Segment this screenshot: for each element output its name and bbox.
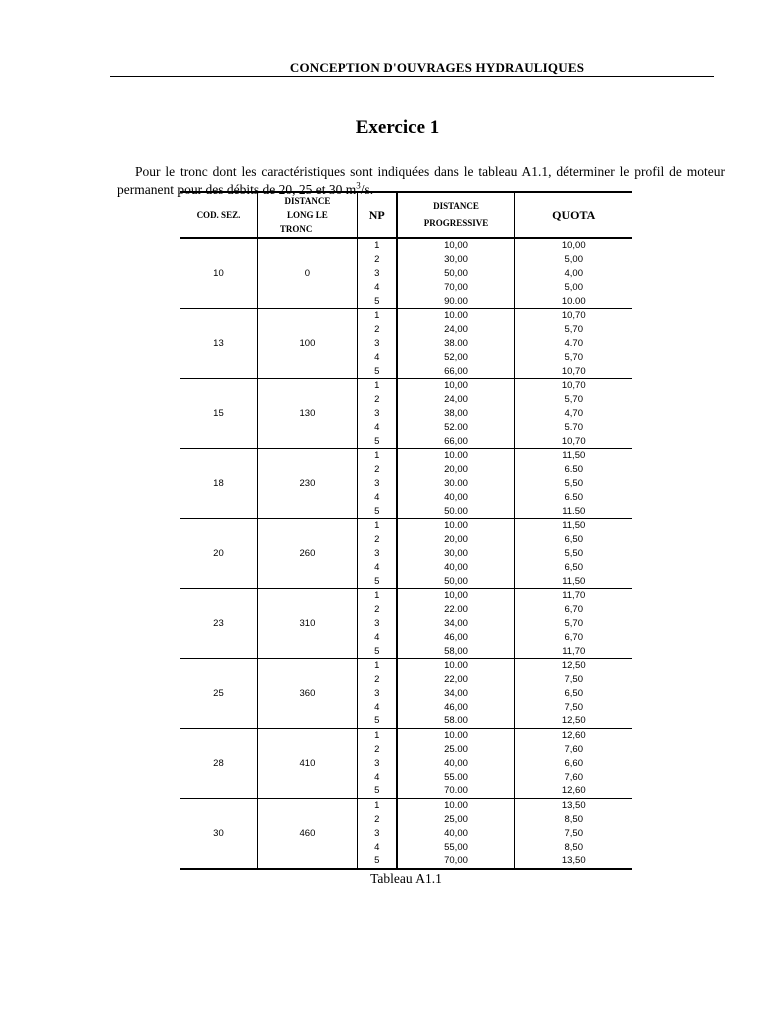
cell-np: 2 bbox=[357, 743, 396, 757]
table-row bbox=[180, 448, 632, 462]
table-header-row bbox=[180, 192, 632, 238]
cell-progressive: 10.00 bbox=[397, 798, 515, 812]
cell-progressive: 55,00 bbox=[397, 840, 515, 854]
cell-quota: 12,50 bbox=[515, 714, 632, 728]
cell-cod-sez: 18 bbox=[180, 448, 257, 518]
cell-np: 1 bbox=[357, 798, 396, 812]
cell-np: 3 bbox=[357, 756, 396, 770]
cell-quota: 10.00 bbox=[515, 294, 632, 308]
cell-np: 1 bbox=[357, 308, 396, 322]
cell-progressive: 30,00 bbox=[397, 253, 515, 267]
table-row bbox=[180, 378, 632, 392]
cell-distance: 0 bbox=[257, 238, 357, 308]
cell-np: 2 bbox=[357, 393, 396, 407]
cell-distance: 260 bbox=[257, 518, 357, 588]
intro-superscript: 3 bbox=[356, 180, 361, 190]
cell-quota: 6,70 bbox=[564, 604, 583, 616]
cell-np: 5 bbox=[357, 854, 396, 869]
cell-quota: 10,70 bbox=[561, 380, 586, 392]
table-row bbox=[180, 798, 632, 812]
cell-quota: 7,50 bbox=[564, 674, 583, 686]
cell-distance: 230 bbox=[257, 448, 357, 518]
cell-quota: 11,70 bbox=[515, 644, 632, 658]
cell-progressive: 24,00 bbox=[397, 323, 515, 337]
cell-distance: 100 bbox=[257, 308, 357, 378]
cell-np: 3 bbox=[357, 617, 396, 631]
cell-np: 4 bbox=[357, 490, 396, 504]
cell-quota: 11,50 bbox=[562, 450, 586, 462]
cell-quota: 6,50 bbox=[564, 534, 583, 546]
intro-end: /s. bbox=[360, 181, 374, 197]
cell-quota: 10,70 bbox=[515, 364, 632, 378]
cell-cod-sez: 13 bbox=[180, 308, 257, 378]
cell-distance: 410 bbox=[257, 728, 357, 798]
cell-quota: 4.70 bbox=[564, 337, 583, 349]
cell-np: 1 bbox=[357, 588, 396, 602]
cell-progressive: 10.00 bbox=[397, 308, 515, 322]
cell-quota: 11,50 bbox=[515, 574, 632, 588]
cell-quota: 11,50 bbox=[562, 520, 586, 532]
cell-quota: 5,50 bbox=[564, 547, 583, 559]
table-row bbox=[180, 588, 632, 602]
cell-distance: 130 bbox=[257, 378, 357, 448]
cell-np: 5 bbox=[357, 784, 396, 798]
cell-quota: 7,50 bbox=[564, 827, 583, 839]
cell-progressive: 10.00 bbox=[397, 728, 515, 742]
table-row bbox=[180, 308, 632, 322]
cell-progressive: 40,00 bbox=[397, 756, 515, 770]
cell-quota: 6,50 bbox=[564, 687, 583, 699]
cell-progressive: 25,00 bbox=[397, 813, 515, 827]
cell-quota: 5,00 bbox=[564, 254, 583, 266]
cell-np: 4 bbox=[357, 840, 396, 854]
header-progressive-line1: DISTANCE bbox=[433, 201, 479, 211]
cell-np: 3 bbox=[357, 337, 396, 351]
cell-cod-sez: 15 bbox=[180, 378, 257, 448]
cell-progressive: 34,00 bbox=[397, 687, 515, 701]
cell-progressive: 70,00 bbox=[397, 854, 515, 869]
header-distance-line2: LONG LE bbox=[287, 210, 328, 220]
cell-np: 4 bbox=[357, 770, 396, 784]
cell-np: 5 bbox=[357, 504, 396, 518]
cell-progressive: 22.00 bbox=[397, 603, 515, 617]
header-distance-line3: TRONC bbox=[279, 224, 313, 234]
cell-progressive: 58,00 bbox=[397, 644, 515, 658]
cell-distance: 460 bbox=[257, 798, 357, 868]
cell-np: 4 bbox=[357, 700, 396, 714]
table-caption: Tableau A1.1 bbox=[370, 871, 442, 886]
cell-progressive: 10.00 bbox=[397, 448, 515, 462]
cell-quota: 7,60 bbox=[564, 771, 583, 783]
cell-progressive: 40,00 bbox=[397, 560, 515, 574]
cell-np: 4 bbox=[357, 420, 396, 434]
intro-text: Pour le tronc dont les caractéristiques sont indiquées dans le tableau A1.1, déterminer le profil de moteur permanent pour des débits de 20, 25 et 30 m bbox=[117, 163, 725, 197]
cell-progressive: 10,00 bbox=[397, 588, 515, 602]
cell-progressive: 58.00 bbox=[397, 714, 515, 728]
cell-quota: 4,00 bbox=[564, 267, 583, 279]
cell-np: 2 bbox=[357, 813, 396, 827]
cell-quota: 5,00 bbox=[564, 281, 583, 293]
cell-np: 1 bbox=[357, 238, 396, 253]
cell-progressive: 10,00 bbox=[397, 238, 515, 253]
cell-quota: 6,70 bbox=[564, 631, 583, 643]
cell-np: 5 bbox=[357, 574, 396, 588]
cell-progressive: 50,00 bbox=[397, 267, 515, 281]
cell-progressive: 10,00 bbox=[397, 378, 515, 392]
cell-quota: 7,60 bbox=[564, 744, 583, 756]
cell-quota: 5,70 bbox=[564, 324, 583, 336]
cell-quota: 10,00 bbox=[561, 240, 586, 252]
running-head: CONCEPTION D'OUVRAGES HYDRAULIQUES bbox=[289, 60, 585, 75]
header-np: NP bbox=[357, 192, 396, 238]
cell-quota: 8,50 bbox=[564, 841, 583, 853]
cell-progressive: 46,00 bbox=[397, 630, 515, 644]
cell-progressive: 20,00 bbox=[397, 533, 515, 547]
cell-np: 3 bbox=[357, 687, 396, 701]
cell-progressive: 90.00 bbox=[397, 294, 515, 308]
exercise-title: Exercice 1 bbox=[355, 117, 440, 138]
header-rule bbox=[110, 76, 714, 77]
cell-progressive: 40,00 bbox=[397, 490, 515, 504]
cell-np: 4 bbox=[357, 350, 396, 364]
cell-progressive: 30.00 bbox=[397, 477, 515, 491]
cell-distance: 310 bbox=[257, 588, 357, 658]
cell-quota: 5,50 bbox=[564, 477, 583, 489]
cell-quota: 4,70 bbox=[564, 407, 583, 419]
cell-np: 5 bbox=[357, 714, 396, 728]
cell-cod-sez: 28 bbox=[180, 728, 257, 798]
table-body bbox=[180, 238, 632, 869]
header-distance-line1: DISTANCE bbox=[284, 196, 331, 206]
header-distance bbox=[257, 192, 357, 238]
header-cod-sez: COD. SEZ. bbox=[180, 192, 257, 238]
cell-progressive: 10.00 bbox=[397, 658, 515, 672]
cell-np: 5 bbox=[357, 434, 396, 448]
cell-progressive: 46,00 bbox=[397, 700, 515, 714]
cell-quota: 12,60 bbox=[515, 784, 632, 798]
cell-distance: 360 bbox=[257, 658, 357, 728]
cell-progressive: 25.00 bbox=[397, 743, 515, 757]
cell-np: 4 bbox=[357, 630, 396, 644]
table-row bbox=[180, 658, 632, 672]
cell-quota: 13,50 bbox=[561, 800, 586, 812]
cell-progressive: 52.00 bbox=[397, 420, 515, 434]
cell-progressive: 66,00 bbox=[397, 364, 515, 378]
data-table bbox=[180, 191, 632, 870]
cell-np: 1 bbox=[357, 378, 396, 392]
cell-progressive: 50.00 bbox=[397, 504, 515, 518]
cell-np: 4 bbox=[357, 280, 396, 294]
cell-quota: 12,60 bbox=[561, 730, 586, 742]
cell-quota: 8,50 bbox=[564, 814, 583, 826]
cell-np: 3 bbox=[357, 267, 396, 281]
cell-quota: 10,70 bbox=[515, 434, 632, 448]
cell-np: 2 bbox=[357, 323, 396, 337]
cell-quota: 12,50 bbox=[561, 660, 586, 672]
cell-progressive: 38.00 bbox=[397, 337, 515, 351]
cell-progressive: 10.00 bbox=[397, 518, 515, 532]
table-row bbox=[180, 238, 632, 253]
cell-quota: 5,70 bbox=[564, 617, 583, 629]
cell-quota: 11.50 bbox=[515, 504, 632, 518]
cell-progressive: 50,00 bbox=[397, 574, 515, 588]
cell-progressive: 24,00 bbox=[397, 393, 515, 407]
cell-quota: 5.70 bbox=[564, 421, 583, 433]
cell-quota: 11,70 bbox=[562, 590, 586, 602]
cell-cod-sez: 10 bbox=[180, 238, 257, 308]
cell-np: 3 bbox=[357, 826, 396, 840]
cell-np: 3 bbox=[357, 547, 396, 561]
cell-cod-sez: 20 bbox=[180, 518, 257, 588]
cell-progressive: 40,00 bbox=[397, 826, 515, 840]
cell-np: 1 bbox=[357, 448, 396, 462]
cell-progressive: 34,00 bbox=[397, 617, 515, 631]
cell-np: 5 bbox=[357, 294, 396, 308]
cell-progressive: 70,00 bbox=[397, 280, 515, 294]
cell-quota: 5,70 bbox=[564, 351, 583, 363]
cell-progressive: 55.00 bbox=[397, 770, 515, 784]
cell-progressive: 52,00 bbox=[397, 350, 515, 364]
cell-np: 1 bbox=[357, 518, 396, 532]
cell-cod-sez: 23 bbox=[180, 588, 257, 658]
header-quota: QUOTA bbox=[515, 192, 632, 238]
cell-quota: 10,70 bbox=[561, 310, 586, 322]
cell-quota: 7,50 bbox=[564, 701, 583, 713]
cell-progressive: 20,00 bbox=[397, 463, 515, 477]
cell-np: 2 bbox=[357, 533, 396, 547]
cell-cod-sez: 25 bbox=[180, 658, 257, 728]
cell-np: 2 bbox=[357, 253, 396, 267]
cell-quota: 13,50 bbox=[515, 854, 632, 869]
table-row bbox=[180, 518, 632, 532]
cell-progressive: 66,00 bbox=[397, 434, 515, 448]
header-progressive bbox=[397, 192, 515, 238]
cell-np: 5 bbox=[357, 644, 396, 658]
header-progressive-line2: PROGRESSIVE bbox=[423, 218, 489, 228]
cell-progressive: 22,00 bbox=[397, 673, 515, 687]
cell-quota: 5,70 bbox=[564, 394, 583, 406]
cell-quota: 6.50 bbox=[564, 464, 583, 476]
cell-progressive: 30,00 bbox=[397, 547, 515, 561]
table-row bbox=[180, 728, 632, 742]
cell-np: 4 bbox=[357, 560, 396, 574]
cell-np: 2 bbox=[357, 673, 396, 687]
cell-np: 1 bbox=[357, 728, 396, 742]
cell-np: 3 bbox=[357, 407, 396, 421]
cell-np: 2 bbox=[357, 463, 396, 477]
cell-np: 1 bbox=[357, 658, 396, 672]
cell-quota: 6.50 bbox=[564, 491, 583, 503]
cell-np: 3 bbox=[357, 477, 396, 491]
cell-quota: 6,50 bbox=[564, 561, 583, 573]
cell-quota: 6,60 bbox=[564, 757, 583, 769]
cell-np: 5 bbox=[357, 364, 396, 378]
cell-np: 2 bbox=[357, 603, 396, 617]
cell-cod-sez: 30 bbox=[180, 798, 257, 868]
cell-progressive: 70.00 bbox=[397, 784, 515, 798]
cell-progressive: 38,00 bbox=[397, 407, 515, 421]
